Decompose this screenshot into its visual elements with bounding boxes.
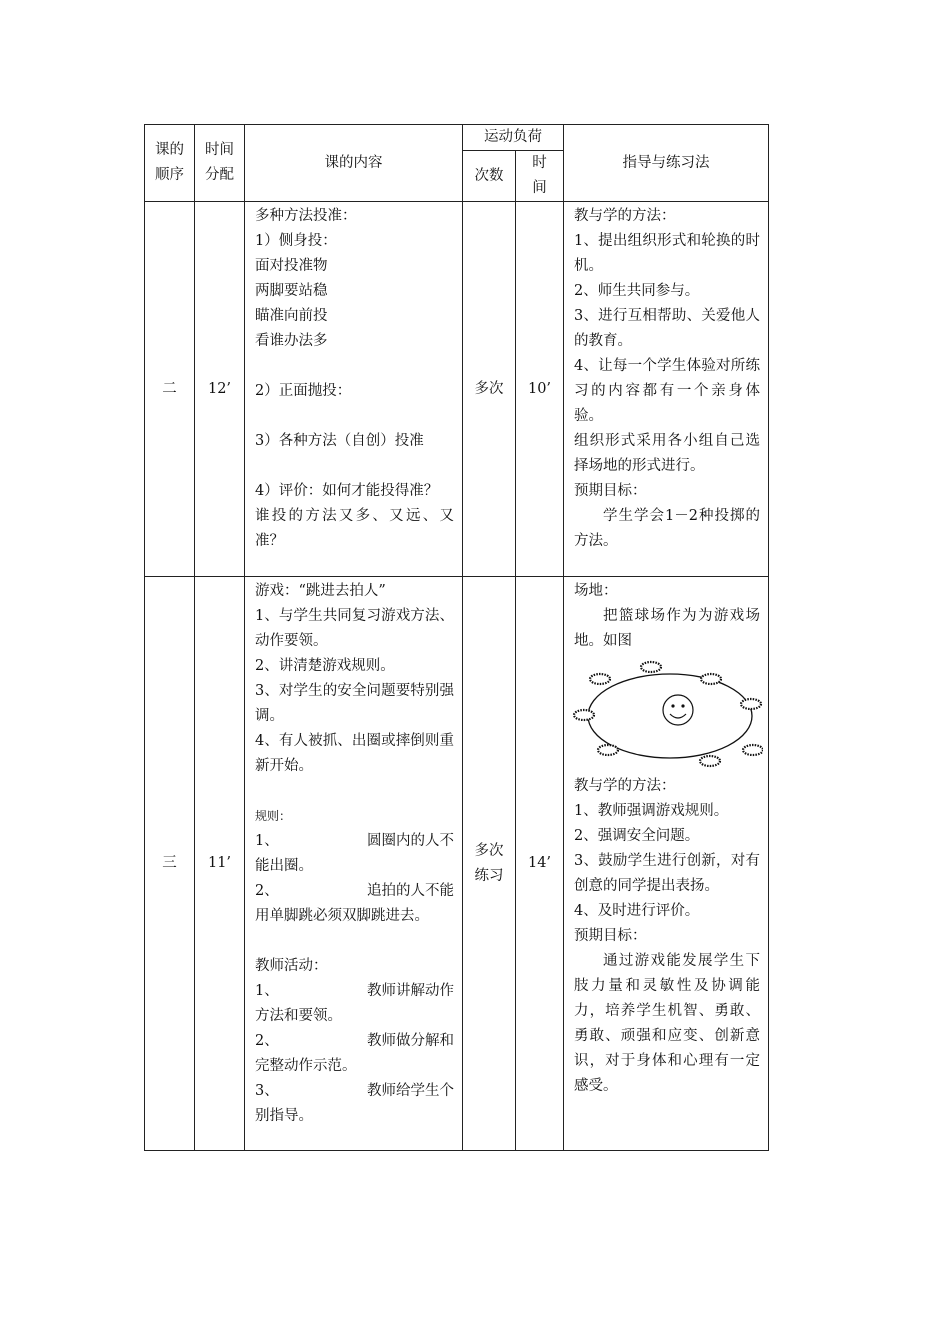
row-order: 二: [145, 202, 195, 577]
header-count: 次数: [463, 151, 516, 202]
smiley-face-icon: [663, 695, 693, 725]
lesson-plan-table: [144, 124, 769, 1151]
field-diagram: [568, 654, 763, 774]
row-order: 三: [145, 577, 195, 1151]
circle-boundary: [588, 674, 752, 758]
row-time-alloc: 11’: [195, 577, 245, 1151]
header-guidance: 指导与练习法: [564, 125, 769, 202]
row-count: 多次: [463, 202, 516, 577]
table-row: [145, 202, 769, 577]
player-icon: [598, 745, 618, 755]
player-icon: [590, 674, 610, 684]
row-time: 14’: [516, 577, 564, 1151]
row-time: 10’: [516, 202, 564, 577]
header-load: 运动负荷: [463, 125, 564, 151]
row-guidance: 教与学的方法： 1、提出组织形式和轮换的时机。 2、师生共同参与。 3、进行互相帮助、关爱他人的教育。 4、让每一个学生体验对所练习的内容都有一个亲身体验。 组织形式采用各小组自己选择场地的形式进行。 预期目标： 学生学会1－2种投掷的方法。: [564, 202, 769, 577]
header-time: 时 间: [516, 151, 564, 202]
row-count: 多次 练习: [463, 577, 516, 1151]
player-icon: [700, 756, 720, 766]
player-icon: [641, 662, 661, 672]
player-icon: [701, 674, 721, 684]
row-content: 游戏：“跳进去拍人” 1、与学生共同复习游戏方法、动作要领。 2、讲清楚游戏规则。 3、对学生的安全问题要特别强调。 4、有人被抓、出圈或摔倒则重新开始。 规则： 1、 圆圈内的人不 能出圈。 2、 追拍的人不能 用单脚跳必须双脚跳进去。 教师活动： 1、 教师讲解动作 方法和要领。 2、 教师做分解和 完整动作示范。 3、 教师给学生个 别指导。: [245, 577, 463, 1151]
player-icon: [741, 699, 761, 709]
row-guidance: 场地： 把篮球场作为为游戏场地。如图 教与学的方法： 1、教师强调游戏规则。 2、强调安全问题。 3、鼓励学生进行创新，对有创意的同学提出表扬。 4、及时进行评价。 预期目标： 通过游戏能发展学生下肢力量和灵敏性及协调能力，培养学生机智、勇敢、勇敢、顽强和应变、创新意识，对于身体和心理有一定感受。: [564, 577, 769, 1151]
player-icon: [743, 745, 763, 755]
table-row: [145, 577, 769, 1151]
row-content: 多种方法投准： 1）侧身投： 面对投准物 两脚要站稳 瞄准向前投 看谁办法多 2）正面抛投： 3）各种方法（自创）投准 4）评价：如何才能投得准？ 谁投的方法又多、又远、又准？: [245, 202, 463, 577]
header-order: 课的 顺序: [145, 125, 195, 202]
row-time-alloc: 12’: [195, 202, 245, 577]
header-time-alloc: 时间 分配: [195, 125, 245, 202]
player-icon: [574, 710, 594, 720]
header-content: 课的内容: [245, 125, 463, 202]
